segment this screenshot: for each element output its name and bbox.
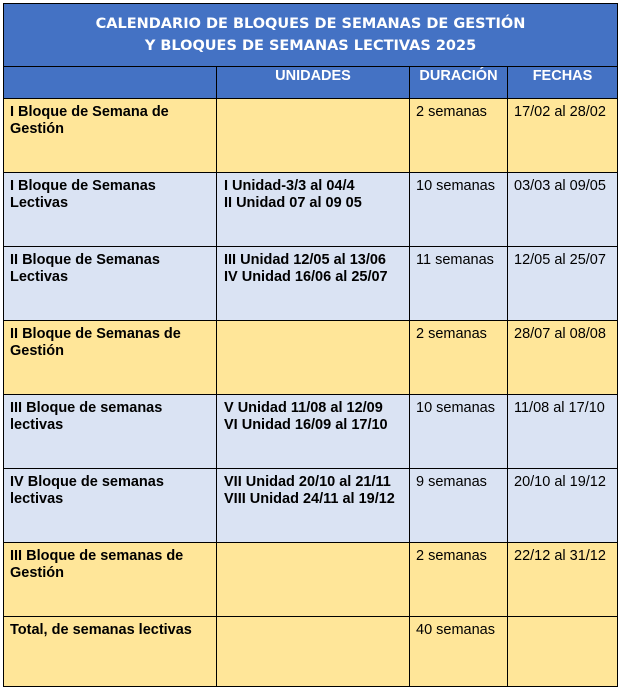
dates-cell: 03/03 al 09/05 [508, 173, 618, 247]
dates-cell [508, 617, 618, 687]
units-cell [217, 469, 410, 543]
block-name-line: Gestión [10, 121, 64, 137]
units-cell [217, 99, 410, 173]
table-row [4, 469, 618, 543]
block-name-cell [4, 395, 217, 469]
duration-cell: 2 semanas [410, 321, 508, 395]
table-row [4, 173, 618, 247]
block-name-cell [4, 617, 217, 687]
block-name-line: Gestión [10, 565, 64, 581]
units-cell [217, 173, 410, 247]
block-name-line: Total, de semanas lectivas [10, 622, 192, 638]
block-name-line: II Bloque de Semanas [10, 252, 160, 268]
block-name-line: lectivas [10, 491, 64, 507]
block-name-cell [4, 469, 217, 543]
block-name-cell [4, 543, 217, 617]
table-row [4, 99, 618, 173]
dates-cell: 17/02 al 28/02 [508, 99, 618, 173]
block-name-cell [4, 99, 217, 173]
dates-cell: 12/05 al 25/07 [508, 247, 618, 321]
units-cell [217, 247, 410, 321]
duration-cell: 2 semanas [410, 99, 508, 173]
table-title-line-2: Y BLOQUES DE SEMANAS LECTIVAS 2025 [144, 38, 477, 54]
block-name-line: IV Bloque de semanas [10, 474, 164, 490]
unit-line: VI Unidad 16/09 al 17/10 [224, 417, 388, 433]
table-row [4, 395, 618, 469]
column-header-fechas: FECHAS [508, 67, 618, 99]
units-cell [217, 321, 410, 395]
units-cell [217, 543, 410, 617]
block-name-line: Lectivas [10, 269, 69, 285]
table-row [4, 247, 618, 321]
block-name-line: III Bloque de semanas [10, 400, 163, 416]
units-cell [217, 617, 410, 687]
block-name-line: I Bloque de Semanas [10, 178, 156, 194]
unit-line: V Unidad 11/08 al 12/09 [224, 400, 383, 416]
block-name-line: Gestión [10, 343, 64, 359]
calendar-table [3, 3, 618, 687]
column-header-row [4, 67, 618, 99]
column-header-unidades: UNIDADES [217, 67, 410, 99]
unit-line: III Unidad 12/05 al 13/06 [224, 252, 386, 268]
block-name-cell [4, 173, 217, 247]
unit-line: VII Unidad 20/10 al 21/11 [224, 474, 391, 490]
calendar-table-body [4, 4, 618, 687]
duration-cell: 9 semanas [410, 469, 508, 543]
block-name-line: II Bloque de Semanas de [10, 326, 181, 342]
title-row [4, 4, 618, 67]
dates-cell: 28/07 al 08/08 [508, 321, 618, 395]
column-header-duracion: DURACIÓN [410, 67, 508, 99]
table-row [4, 321, 618, 395]
block-name-line: Lectivas [10, 195, 69, 211]
block-name-cell [4, 321, 217, 395]
unit-line: II Unidad 07 al 09 05 [224, 195, 362, 211]
dates-cell: 20/10 al 19/12 [508, 469, 618, 543]
block-name-line: lectivas [10, 417, 64, 433]
unit-line: IV Unidad 16/06 al 25/07 [224, 269, 388, 285]
dates-cell: 22/12 al 31/12 [508, 543, 618, 617]
table-title [4, 4, 618, 67]
units-cell [217, 395, 410, 469]
duration-cell: 10 semanas [410, 395, 508, 469]
table-row [4, 543, 618, 617]
duration-cell: 40 semanas [410, 617, 508, 687]
block-name-cell [4, 247, 217, 321]
duration-cell: 11 semanas [410, 247, 508, 321]
unit-line: VIII Unidad 24/11 al 19/12 [224, 491, 395, 507]
table-row [4, 617, 618, 687]
table-title-line-1: CALENDARIO DE BLOQUES DE SEMANAS DE GESTIÓN [95, 16, 526, 32]
block-name-line: I Bloque de Semana de [10, 104, 169, 120]
dates-cell: 11/08 al 17/10 [508, 395, 618, 469]
column-header-blank [4, 67, 217, 99]
duration-cell: 2 semanas [410, 543, 508, 617]
duration-cell: 10 semanas [410, 173, 508, 247]
unit-line: I Unidad-3/3 al 04/4 [224, 178, 355, 194]
block-name-line: III Bloque de semanas de [10, 548, 184, 564]
